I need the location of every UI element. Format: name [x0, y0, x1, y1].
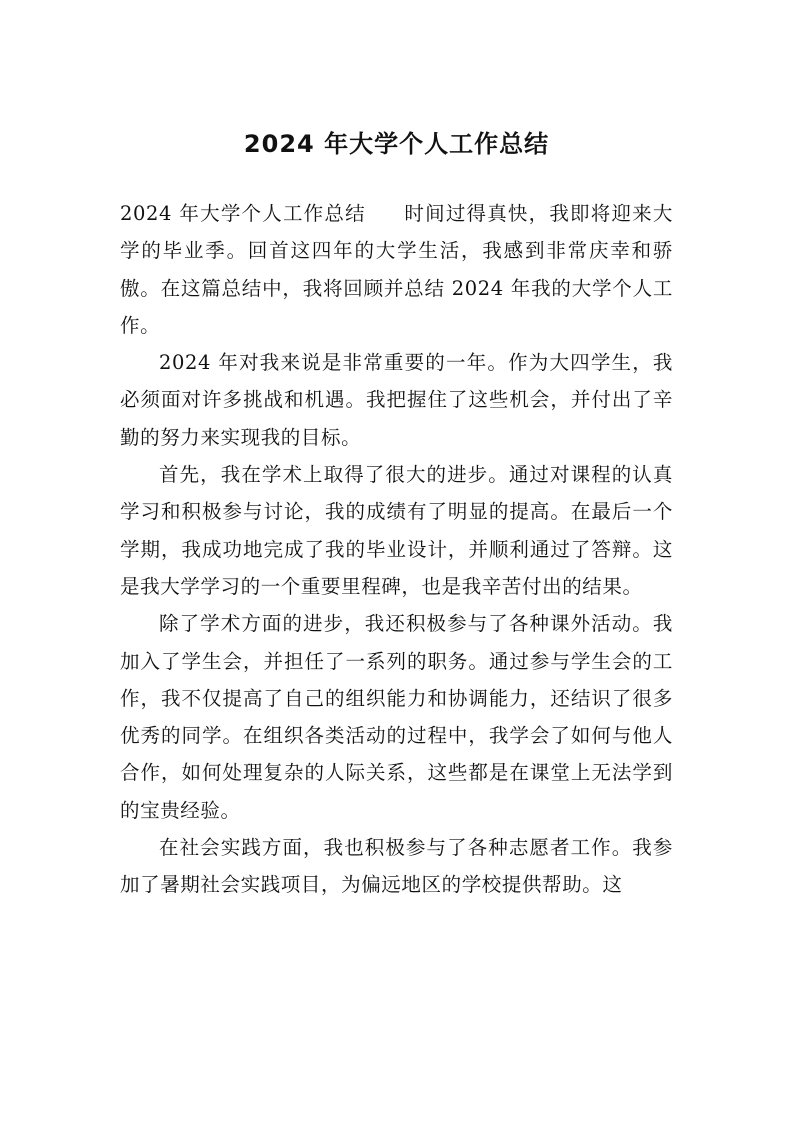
intro-text: 时间过得真快，我即将迎来大学的毕业季。回首这四年的大学生活，我感到非常庆幸和骄傲。在这篇总结中，我将回顾并总结 2024 年我的大学个人工作。 [120, 202, 673, 337]
document-body [120, 195, 673, 904]
paragraph-1: 2024 年对我来说是非常重要的一年。作为大四学生，我必须面对许多挑战和机遇。我把握住了这些机会，并付出了辛勤的努力来实现我的目标。 [120, 351, 673, 449]
document-title: 2024 年大学个人工作总结 [243, 130, 550, 158]
intro-paragraph [120, 195, 673, 344]
paragraph-4: 在社会实践方面，我也积极参与了各种志愿者工作。我参加了暑期社会实践项目，为偏远地区的学校提供帮助。这 [120, 836, 673, 897]
intro-lead: 2024 年大学个人工作总结 [120, 202, 366, 225]
paragraph-2: 首先，我在学术上取得了很大的进步。通过对课程的认真学习和积极参与讨论，我的成绩有了明显的提高。在最后一个学期，我成功地完成了我的毕业设计，并顺利通过了答辩。这是我大学学习的一个重要里程碑，也是我辛苦付出的结果。 [120, 463, 673, 598]
paragraph-3: 除了学术方面的进步，我还积极参与了各种课外活动。我加入了学生会，并担任了一系列的职务。通过参与学生会的工作，我不仅提高了自己的组织能力和协调能力，还结识了很多优秀的同学。在组织各类活动的过程中，我学会了如何与他人合作，如何处理复杂的人际关系，这些都是在课堂上无法学到的宝贵经验。 [120, 612, 673, 822]
